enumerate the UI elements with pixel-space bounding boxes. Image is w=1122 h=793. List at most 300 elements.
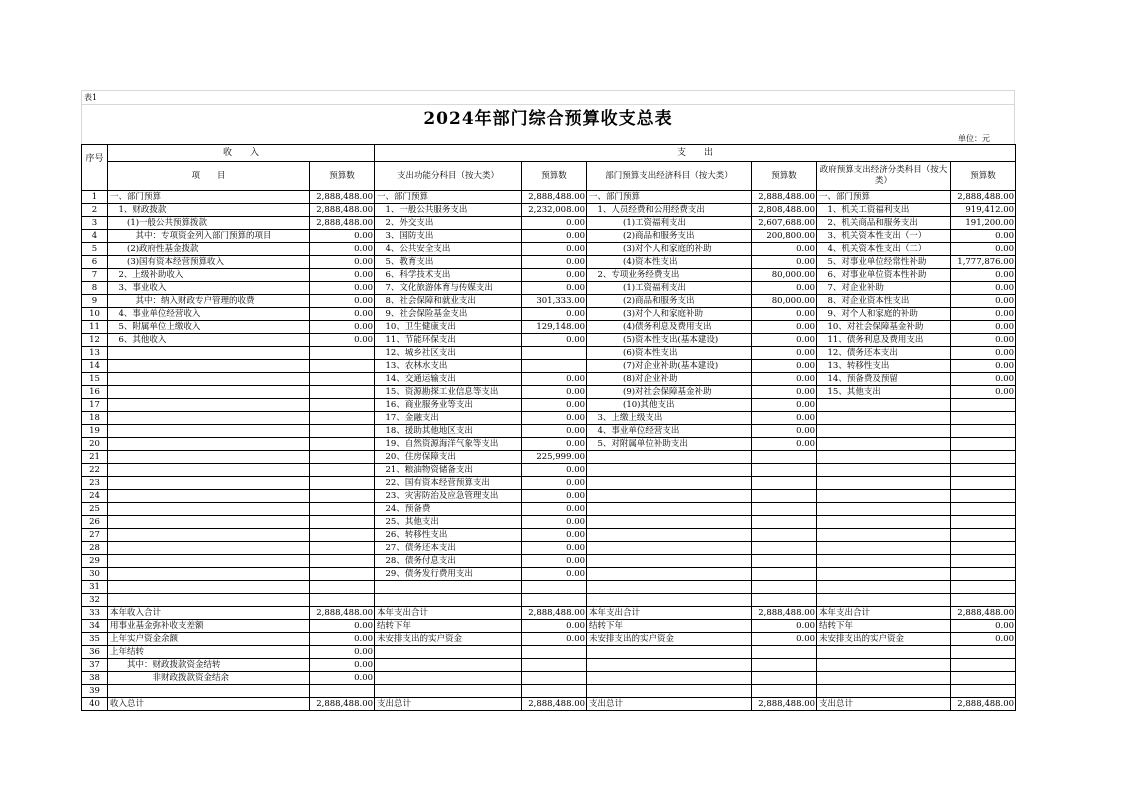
- gov-econ-subject-cell: 支出总计: [817, 698, 951, 711]
- gov-econ-budget-cell: [951, 672, 1016, 685]
- func-budget-cell: 0.00: [522, 269, 587, 282]
- dept-econ-budget-cell: 2,888,488.00: [752, 698, 817, 711]
- dept-econ-subject-cell: [587, 451, 752, 464]
- func-subject-cell: 27、债务还本支出: [375, 542, 522, 555]
- dept-econ-budget-cell: [752, 477, 817, 490]
- dept-econ-budget-cell: 2,888,488.00: [752, 191, 817, 204]
- dept-econ-subject-cell: (10)其他支出: [587, 399, 752, 412]
- dept-econ-budget-cell: 0.00: [752, 399, 817, 412]
- income-item-cell: [108, 412, 310, 425]
- header-row-1: [82, 145, 1016, 162]
- gov-econ-budget-cell: 2,888,488.00: [951, 191, 1016, 204]
- income-budget-cell: 2,888,488.00: [310, 217, 375, 230]
- func-budget-cell: 2,232,008.00: [522, 204, 587, 217]
- income-budget-cell: 0.00: [310, 321, 375, 334]
- dept-econ-subject-cell: 支出总计: [587, 698, 752, 711]
- func-budget-cell: 0.00: [522, 542, 587, 555]
- seq-cell: 15: [82, 373, 108, 386]
- table-row: [82, 425, 1016, 438]
- income-item-cell: [108, 516, 310, 529]
- gov-econ-subject-cell: 2、机关商品和服务支出: [817, 217, 951, 230]
- func-budget-cell: 0.00: [522, 386, 587, 399]
- func-budget-cell: 0.00: [522, 555, 587, 568]
- unit-label: 单位：元: [81, 133, 1015, 144]
- gov-econ-subject-cell: [817, 464, 951, 477]
- table-row: [82, 308, 1016, 321]
- table-row: [82, 347, 1016, 360]
- income-item-cell: 其中：纳入财政专户管理的收费: [108, 295, 310, 308]
- gov-econ-budget-cell: [951, 685, 1016, 698]
- func-subject-cell: 19、自然资源海洋气象等支出: [375, 438, 522, 451]
- dept-econ-budget-cell: [752, 594, 817, 607]
- gov-econ-subject-cell: 5、对事业单位经常性补助: [817, 256, 951, 269]
- table-row: [82, 503, 1016, 516]
- income-item-cell: 其中：财政拨款资金结转: [108, 659, 310, 672]
- func-subject-cell: 1、一般公共服务支出: [375, 204, 522, 217]
- dept-econ-subject-cell: 结转下年: [587, 620, 752, 633]
- header-row-2: [82, 162, 1016, 191]
- gov-econ-subject-cell: [817, 685, 951, 698]
- dept-econ-budget-cell: 0.00: [752, 620, 817, 633]
- income-item-cell: [108, 451, 310, 464]
- seq-cell: 20: [82, 438, 108, 451]
- func-budget-cell: 2,888,488.00: [522, 607, 587, 620]
- gov-econ-subject-cell: 未安排支出的实户资金: [817, 633, 951, 646]
- income-budget-cell: 2,888,488.00: [310, 607, 375, 620]
- func-subject-cell: 15、资源勘探工业信息等支出: [375, 386, 522, 399]
- seq-cell: 10: [82, 308, 108, 321]
- income-budget-cell: [310, 685, 375, 698]
- gov-econ-budget-cell: [951, 399, 1016, 412]
- header-budget-dept: 预算数: [752, 162, 817, 191]
- seq-cell: 5: [82, 243, 108, 256]
- dept-econ-budget-cell: [752, 451, 817, 464]
- dept-econ-subject-cell: (1)工资福利支出: [587, 217, 752, 230]
- dept-econ-budget-cell: [752, 646, 817, 659]
- income-budget-cell: [310, 555, 375, 568]
- dept-econ-subject-cell: 4、事业单位经营支出: [587, 425, 752, 438]
- dept-econ-budget-cell: 0.00: [752, 412, 817, 425]
- gov-econ-subject-cell: 4、机关资本性支出（二）: [817, 243, 951, 256]
- dept-econ-subject-cell: 本年支出合计: [587, 607, 752, 620]
- func-budget-cell: 0.00: [522, 243, 587, 256]
- income-item-cell: 上年实户资金余额: [108, 633, 310, 646]
- dept-econ-budget-cell: 0.00: [752, 334, 817, 347]
- dept-econ-subject-cell: [587, 529, 752, 542]
- income-item-cell: [108, 360, 310, 373]
- income-budget-cell: [310, 412, 375, 425]
- dept-econ-budget-cell: [752, 659, 817, 672]
- table-row: [82, 256, 1016, 269]
- gov-econ-subject-cell: [817, 451, 951, 464]
- dept-econ-budget-cell: 2,607,688.00: [752, 217, 817, 230]
- func-subject-cell: 14、交通运输支出: [375, 373, 522, 386]
- func-budget-cell: 2,888,488.00: [522, 191, 587, 204]
- seq-cell: 6: [82, 256, 108, 269]
- gov-econ-subject-cell: 14、预备费及预留: [817, 373, 951, 386]
- gov-econ-budget-cell: [951, 451, 1016, 464]
- dept-econ-budget-cell: [752, 555, 817, 568]
- income-budget-cell: [310, 516, 375, 529]
- gov-econ-budget-cell: [951, 594, 1016, 607]
- func-budget-cell: 0.00: [522, 282, 587, 295]
- income-item-cell: [108, 425, 310, 438]
- gov-econ-budget-cell: [951, 425, 1016, 438]
- seq-cell: 4: [82, 230, 108, 243]
- dept-econ-subject-cell: [587, 568, 752, 581]
- dept-econ-budget-cell: [752, 568, 817, 581]
- dept-econ-subject-cell: [587, 464, 752, 477]
- dept-econ-subject-cell: (3)对个人和家庭补助: [587, 308, 752, 321]
- dept-econ-subject-cell: [587, 490, 752, 503]
- income-budget-cell: 0.00: [310, 269, 375, 282]
- func-budget-cell: 0.00: [522, 256, 587, 269]
- income-item-cell: 6、其他收入: [108, 334, 310, 347]
- header-expense: 支 出: [375, 145, 1016, 162]
- income-budget-cell: 0.00: [310, 308, 375, 321]
- dept-econ-subject-cell: [587, 555, 752, 568]
- dept-econ-budget-cell: 0.00: [752, 347, 817, 360]
- gov-econ-budget-cell: 0.00: [951, 386, 1016, 399]
- func-budget-cell: 0.00: [522, 490, 587, 503]
- table-row: [82, 568, 1016, 581]
- dept-econ-budget-cell: [752, 581, 817, 594]
- table-row: [82, 607, 1016, 620]
- seq-cell: 28: [82, 542, 108, 555]
- gov-econ-budget-cell: [951, 555, 1016, 568]
- gov-econ-budget-cell: 1,777,876.00: [951, 256, 1016, 269]
- seq-cell: 3: [82, 217, 108, 230]
- table-tag: 表1: [81, 90, 1015, 104]
- dept-econ-subject-cell: (2)商品和服务支出: [587, 230, 752, 243]
- dept-econ-subject-cell: (2)商品和服务支出: [587, 295, 752, 308]
- dept-econ-subject-cell: (1)工资福利支出: [587, 282, 752, 295]
- dept-econ-subject-cell: [587, 477, 752, 490]
- gov-econ-budget-cell: [951, 659, 1016, 672]
- func-subject-cell: 一、部门预算: [375, 191, 522, 204]
- seq-cell: 24: [82, 490, 108, 503]
- dept-econ-budget-cell: [752, 672, 817, 685]
- table-row: [82, 490, 1016, 503]
- func-subject-cell: 本年支出合计: [375, 607, 522, 620]
- func-subject-cell: 3、国防支出: [375, 230, 522, 243]
- income-budget-cell: [310, 490, 375, 503]
- dept-econ-budget-cell: [752, 685, 817, 698]
- gov-econ-budget-cell: [951, 490, 1016, 503]
- dept-econ-subject-cell: 未安排支出的实户资金: [587, 633, 752, 646]
- dept-econ-budget-cell: 0.00: [752, 386, 817, 399]
- dept-econ-budget-cell: 0.00: [752, 633, 817, 646]
- income-item-cell: [108, 373, 310, 386]
- func-subject-cell: 25、其他支出: [375, 516, 522, 529]
- gov-econ-subject-cell: 9、对个人和家庭的补助: [817, 308, 951, 321]
- table-row: [82, 217, 1016, 230]
- seq-cell: 14: [82, 360, 108, 373]
- income-budget-cell: [310, 438, 375, 451]
- income-item-cell: [108, 438, 310, 451]
- seq-cell: 39: [82, 685, 108, 698]
- table-row: [82, 581, 1016, 594]
- gov-econ-subject-cell: [817, 438, 951, 451]
- gov-econ-subject-cell: [817, 646, 951, 659]
- income-budget-cell: 0.00: [310, 620, 375, 633]
- seq-cell: 17: [82, 399, 108, 412]
- gov-econ-subject-cell: [817, 516, 951, 529]
- gov-econ-subject-cell: [817, 594, 951, 607]
- func-budget-cell: [522, 594, 587, 607]
- seq-cell: 25: [82, 503, 108, 516]
- func-budget-cell: [522, 672, 587, 685]
- dept-econ-subject-cell: (3)对个人和家庭的补助: [587, 243, 752, 256]
- dept-econ-subject-cell: (9)对社会保障基金补助: [587, 386, 752, 399]
- income-item-cell: 2、上级补助收入: [108, 269, 310, 282]
- func-subject-cell: [375, 672, 522, 685]
- table-row: [82, 230, 1016, 243]
- income-budget-cell: [310, 568, 375, 581]
- income-budget-cell: [310, 594, 375, 607]
- income-budget-cell: 0.00: [310, 672, 375, 685]
- seq-cell: 35: [82, 633, 108, 646]
- dept-econ-budget-cell: 0.00: [752, 308, 817, 321]
- seq-cell: 8: [82, 282, 108, 295]
- seq-cell: 11: [82, 321, 108, 334]
- table-row: [82, 399, 1016, 412]
- func-subject-cell: 支出总计: [375, 698, 522, 711]
- table-row: [82, 334, 1016, 347]
- func-subject-cell: 17、金融支出: [375, 412, 522, 425]
- func-subject-cell: 2、外交支出: [375, 217, 522, 230]
- income-item-cell: (2)政府性基金拨款: [108, 243, 310, 256]
- dept-econ-subject-cell: [587, 542, 752, 555]
- gov-econ-subject-cell: 13、转移性支出: [817, 360, 951, 373]
- income-budget-cell: [310, 360, 375, 373]
- func-subject-cell: 5、教育支出: [375, 256, 522, 269]
- gov-econ-budget-cell: 2,888,488.00: [951, 698, 1016, 711]
- dept-econ-subject-cell: [587, 516, 752, 529]
- seq-cell: 36: [82, 646, 108, 659]
- dept-econ-budget-cell: [752, 503, 817, 516]
- func-budget-cell: 0.00: [522, 230, 587, 243]
- header-dept-econ-subject: 部门预算支出经济科目（按大类）: [587, 162, 752, 191]
- func-budget-cell: 0.00: [522, 373, 587, 386]
- func-budget-cell: 0.00: [522, 425, 587, 438]
- income-budget-cell: [310, 373, 375, 386]
- table-row: [82, 594, 1016, 607]
- func-budget-cell: [522, 659, 587, 672]
- table-row: [82, 412, 1016, 425]
- func-budget-cell: 0.00: [522, 334, 587, 347]
- gov-econ-subject-cell: 8、对企业资本性支出: [817, 295, 951, 308]
- gov-econ-budget-cell: 0.00: [951, 373, 1016, 386]
- seq-cell: 32: [82, 594, 108, 607]
- func-subject-cell: 21、粮油物资储备支出: [375, 464, 522, 477]
- seq-cell: 38: [82, 672, 108, 685]
- dept-econ-budget-cell: 2,888,488.00: [752, 607, 817, 620]
- income-budget-cell: 0.00: [310, 334, 375, 347]
- func-subject-cell: [375, 646, 522, 659]
- gov-econ-budget-cell: [951, 412, 1016, 425]
- header-func-subject: 支出功能分科目（按大类）: [375, 162, 522, 191]
- seq-cell: 30: [82, 568, 108, 581]
- seq-cell: 33: [82, 607, 108, 620]
- income-item-cell: [108, 464, 310, 477]
- func-budget-cell: 0.00: [522, 633, 587, 646]
- income-item-cell: [108, 503, 310, 516]
- func-subject-cell: [375, 594, 522, 607]
- gov-econ-budget-cell: 0.00: [951, 308, 1016, 321]
- func-subject-cell: 6、科学技术支出: [375, 269, 522, 282]
- dept-econ-subject-cell: (7)对企业补助(基本建设): [587, 360, 752, 373]
- func-subject-cell: 4、公共安全支出: [375, 243, 522, 256]
- income-budget-cell: 0.00: [310, 659, 375, 672]
- func-budget-cell: 0.00: [522, 399, 587, 412]
- gov-econ-budget-cell: 0.00: [951, 230, 1016, 243]
- income-budget-cell: [310, 529, 375, 542]
- gov-econ-budget-cell: [951, 542, 1016, 555]
- seq-cell: 21: [82, 451, 108, 464]
- seq-cell: 31: [82, 581, 108, 594]
- income-item-cell: [108, 399, 310, 412]
- table-row: [82, 529, 1016, 542]
- dept-econ-subject-cell: (5)资本性支出(基本建设): [587, 334, 752, 347]
- gov-econ-subject-cell: 结转下年: [817, 620, 951, 633]
- table-row: [82, 646, 1016, 659]
- table-row: [82, 282, 1016, 295]
- gov-econ-subject-cell: 3、机关资本性支出（一）: [817, 230, 951, 243]
- income-item-cell: [108, 555, 310, 568]
- seq-cell: 23: [82, 477, 108, 490]
- func-subject-cell: 20、住房保障支出: [375, 451, 522, 464]
- func-subject-cell: [375, 685, 522, 698]
- gov-econ-subject-cell: [817, 672, 951, 685]
- seq-cell: 9: [82, 295, 108, 308]
- gov-econ-budget-cell: [951, 529, 1016, 542]
- gov-econ-budget-cell: [951, 503, 1016, 516]
- header-seq: 序号: [82, 145, 108, 191]
- header-income: 收 入: [108, 145, 375, 162]
- income-item-cell: 其中：专项资金列入部门预算的项目: [108, 230, 310, 243]
- dept-econ-budget-cell: [752, 542, 817, 555]
- table-row: [82, 386, 1016, 399]
- income-item-cell: [108, 490, 310, 503]
- gov-econ-subject-cell: [817, 581, 951, 594]
- gov-econ-budget-cell: 0.00: [951, 620, 1016, 633]
- income-item-cell: 非财政拨款资金结余: [108, 672, 310, 685]
- gov-econ-subject-cell: 1、机关工资福利支出: [817, 204, 951, 217]
- income-budget-cell: 0.00: [310, 295, 375, 308]
- income-item-cell: 1、财政拨款: [108, 204, 310, 217]
- table-row: [82, 295, 1016, 308]
- dept-econ-subject-cell: [587, 685, 752, 698]
- func-budget-cell: 0.00: [522, 529, 587, 542]
- table-row: [82, 360, 1016, 373]
- func-subject-cell: 13、农林水支出: [375, 360, 522, 373]
- income-item-cell: [108, 529, 310, 542]
- seq-cell: 1: [82, 191, 108, 204]
- income-budget-cell: 0.00: [310, 243, 375, 256]
- dept-econ-budget-cell: 0.00: [752, 373, 817, 386]
- income-item-cell: [108, 386, 310, 399]
- dept-econ-budget-cell: 200,800.00: [752, 230, 817, 243]
- table-row: [82, 204, 1016, 217]
- seq-cell: 13: [82, 347, 108, 360]
- func-budget-cell: 0.00: [522, 503, 587, 516]
- dept-econ-budget-cell: [752, 490, 817, 503]
- income-item-cell: 本年收入合计: [108, 607, 310, 620]
- func-budget-cell: 2,888,488.00: [522, 698, 587, 711]
- gov-econ-budget-cell: 0.00: [951, 360, 1016, 373]
- income-item-cell: [108, 477, 310, 490]
- gov-econ-subject-cell: 15、其他支出: [817, 386, 951, 399]
- income-item-cell: [108, 568, 310, 581]
- func-budget-cell: 0.00: [522, 412, 587, 425]
- gov-econ-subject-cell: [817, 555, 951, 568]
- func-budget-cell: [522, 581, 587, 594]
- income-item-cell: [108, 542, 310, 555]
- func-subject-cell: 29、债务发行费用支出: [375, 568, 522, 581]
- seq-cell: 22: [82, 464, 108, 477]
- gov-econ-budget-cell: 0.00: [951, 633, 1016, 646]
- func-subject-cell: 26、转移性支出: [375, 529, 522, 542]
- income-item-cell: 收入总计: [108, 698, 310, 711]
- dept-econ-budget-cell: 0.00: [752, 321, 817, 334]
- func-subject-cell: 18、援助其他地区支出: [375, 425, 522, 438]
- func-subject-cell: 12、城乡社区支出: [375, 347, 522, 360]
- dept-econ-budget-cell: 80,000.00: [752, 269, 817, 282]
- dept-econ-subject-cell: 5、对附属单位补助支出: [587, 438, 752, 451]
- income-budget-cell: [310, 477, 375, 490]
- header-gov-econ-subject: 政府预算支出经济分类科目（按大类）: [817, 162, 951, 191]
- dept-econ-subject-cell: [587, 672, 752, 685]
- income-budget-cell: 0.00: [310, 230, 375, 243]
- func-subject-cell: [375, 659, 522, 672]
- gov-econ-subject-cell: [817, 542, 951, 555]
- income-item-cell: [108, 594, 310, 607]
- func-budget-cell: 0.00: [522, 568, 587, 581]
- table-row: [82, 633, 1016, 646]
- table-row: [82, 243, 1016, 256]
- income-budget-cell: [310, 581, 375, 594]
- gov-econ-budget-cell: [951, 438, 1016, 451]
- dept-econ-budget-cell: 0.00: [752, 256, 817, 269]
- table-row: [82, 321, 1016, 334]
- header-budget-gov: 预算数: [951, 162, 1016, 191]
- dept-econ-budget-cell: [752, 516, 817, 529]
- dept-econ-subject-cell: [587, 659, 752, 672]
- dept-econ-subject-cell: [587, 581, 752, 594]
- func-subject-cell: 23、灾害防治及应急管理支出: [375, 490, 522, 503]
- func-subject-cell: 28、债务付息支出: [375, 555, 522, 568]
- dept-econ-subject-cell: [587, 503, 752, 516]
- func-budget-cell: 0.00: [522, 620, 587, 633]
- gov-econ-subject-cell: 一、部门预算: [817, 191, 951, 204]
- header-item: 项 目: [108, 162, 310, 191]
- income-budget-cell: [310, 451, 375, 464]
- func-budget-cell: 0.00: [522, 477, 587, 490]
- gov-econ-subject-cell: [817, 568, 951, 581]
- gov-econ-budget-cell: 0.00: [951, 243, 1016, 256]
- gov-econ-subject-cell: 10、对社会保障基金补助: [817, 321, 951, 334]
- dept-econ-subject-cell: [587, 646, 752, 659]
- dept-econ-budget-cell: 0.00: [752, 243, 817, 256]
- func-budget-cell: 225,999.00: [522, 451, 587, 464]
- income-item-cell: [108, 685, 310, 698]
- income-item-cell: 3、事业收入: [108, 282, 310, 295]
- gov-econ-subject-cell: 6、对事业单位资本性补助: [817, 269, 951, 282]
- income-budget-cell: 2,888,488.00: [310, 698, 375, 711]
- income-item-cell: (1)一般公共预算拨款: [108, 217, 310, 230]
- gov-econ-budget-cell: 2,888,488.00: [951, 607, 1016, 620]
